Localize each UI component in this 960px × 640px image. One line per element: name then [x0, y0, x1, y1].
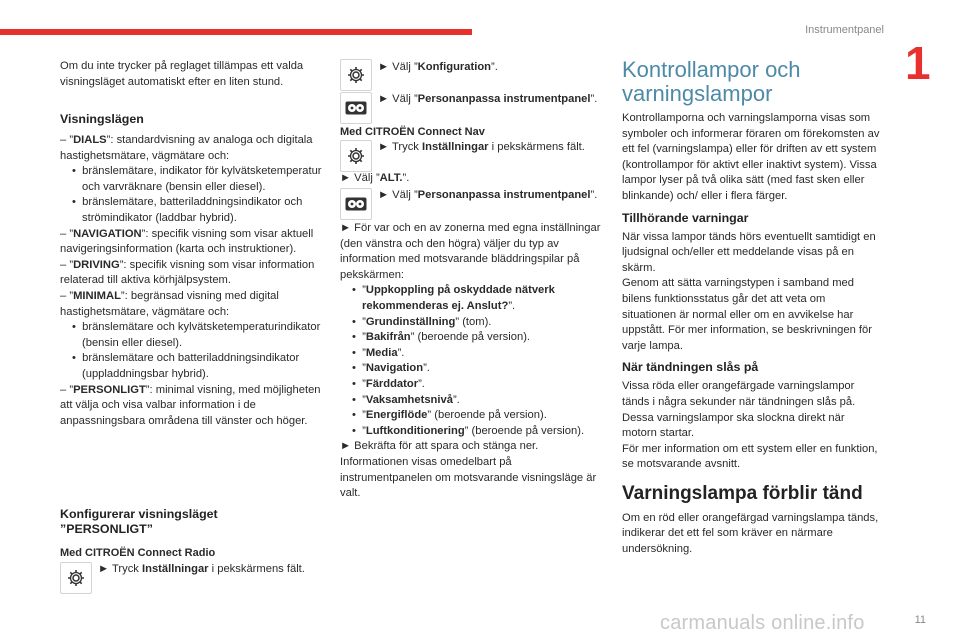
heading-configure-personligt: Konfigurerar visningsläget ”PERSONLIGT” — [60, 507, 218, 536]
chapter-number: 1 — [905, 37, 931, 89]
ignition-paragraph-2: För mer information om ett system eller en funktion, se motsvarande avsnitt. — [622, 442, 878, 471]
header-red-bar — [0, 29, 472, 35]
nav-heading: Med CITROËN Connect Nav — [340, 126, 485, 138]
bullet-item: • bränslemätare och batteriladdningsindikator (uppladdningsbar hybrid). — [72, 352, 300, 380]
option-item: • ”Grundinställning” (tom). — [352, 315, 492, 328]
step-personalize-panel-2: ► Välj ”Personanpassa instrumentpanel”. — [378, 189, 598, 201]
heading-associated-warnings: Tillhörande varningar — [622, 210, 749, 225]
step-confirm: ► Bekräfta för att spara och stänga ner. — [340, 440, 539, 453]
option-item: • ”Luftkonditionering” (beroende på version). — [352, 424, 585, 437]
settings-gear-icon — [340, 140, 372, 172]
mode-dials: – ”DIALS”: standardvisning av analoga och digitala hastighetsmätare, vägmätare och: — [60, 134, 313, 162]
heading-display-modes: Visningslägen — [60, 112, 144, 126]
bullet-item: • bränslemätare och kylvätsketemperaturindikator (bensin eller diesel). — [72, 321, 321, 349]
warnings-paragraph-2: Genom att sätta varningstypen i samband med bilens funktionsstatus går det att veta om situationen är normal eller om en avvikelse har uppstått. För mer information, se beskrivningen för varje lampa. — [622, 277, 872, 352]
mode-driving: – ”DRIVING”: specifik visning som visar information relaterad till aktiva körhjälpsystem. — [60, 258, 315, 287]
radio-step-settings: ► Tryck Inställningar i pekskärmens fält. — [98, 563, 305, 575]
info-paragraph: Informationen visas omedelbart på instrumentpanelen om motsvarande visningsläge är valt. — [340, 455, 597, 500]
section-title: Instrumentpanel — [805, 24, 884, 36]
option-item: • ”Vaksamhetsnivå”. — [352, 393, 460, 406]
heading-lamp-stays-on: Varningslampa förblir tänd — [622, 482, 863, 504]
step-alt: ► Välj ”ALT.”. — [340, 172, 410, 184]
section-heading-lamps: Kontrollampor och varningslampor — [622, 57, 801, 106]
radio-heading: Med CITROËN Connect Radio — [60, 547, 216, 559]
page-number: 11 — [914, 614, 926, 626]
mode-navigation: – ”NAVIGATION”: specifik visning som visar aktuell navigeringsinformation (karta och instruktioner). — [60, 227, 314, 256]
warnings-paragraph: När vissa lampor tänds hörs eventuellt samtidigt en ljudsignal och/eller ett meddelande visas på en skärm. — [622, 230, 876, 274]
ignition-paragraph: Vissa röda eller orangefärgade varningslampor tänds i några sekunder när tändningen slås på. Dessa varningslampor ska slockna direkt när motorn startar. — [622, 380, 856, 440]
lamp-stays-on-paragraph: Om en röd eller orangefärgad varningslampa tänds, indikerar det ett fel som kräver en närmare undersökning. — [622, 511, 879, 556]
option-item: • ”Bakifrån” (beroende på version). — [352, 331, 531, 344]
step-personalize-panel: ► Välj ”Personanpassa instrumentpanel”. — [378, 93, 598, 105]
option-item: • ”Uppkoppling på oskyddade nätverk rekommenderas ej. Anslut?”. — [352, 284, 555, 312]
options-list — [340, 283, 602, 439]
mode-personligt: – ”PERSONLIGT”: minimal visning, med möjligheten att välja och visa valbar information i de anpassningsbara områdena till vänster och höger. — [60, 383, 321, 427]
step-settings: ► Tryck Inställningar i pekskärmens fält. — [378, 141, 585, 153]
mode-minimal: – ”MINIMAL”: begränsad visning med digital hastighetsmätare, vägmätare och: — [60, 289, 279, 318]
intro-paragraph: Om du inte trycker på reglaget tillämpas ett valda visningsläget automatiskt efter en liten stund. — [60, 60, 304, 88]
step-configuration: ► Välj ”Konfiguration”. — [378, 61, 498, 73]
option-item: • ”Media”. — [352, 346, 405, 359]
bullet-item: • bränslemätare, batteriladdningsindikator och strömindikator (laddbar hybrid). — [72, 196, 303, 224]
instrument-panel-icon — [340, 92, 372, 124]
lamps-paragraph: Kontrollamporna och varningslamporna visas som symboler och informerar föraren om förekomsten av ett fel (varningslampa) eller för driften av ett system (kontrollampor för aktivt eller inaktivt system). Vissa lampor lyser på två olika sätt (med fast sken eller blinkande) och/ eller i flera färger. — [622, 112, 880, 202]
bullet-item: • bränslemätare, indikator för kylvätsketemperatur och varvräknare (bensin eller diesel). — [72, 165, 322, 193]
instrument-panel-icon — [340, 188, 372, 220]
watermark: carmanuals online.info — [660, 612, 865, 634]
step-zones: ► För var och en av zonerna med egna inställningar (den vänstra och den högra) väljer du typ av information med motsvarande bläddringspilar på pekskärmen: — [340, 222, 601, 281]
heading-ignition-on: När tändningen slås på — [622, 360, 759, 375]
option-item: • ”Färddator”. — [352, 377, 425, 390]
option-item: • ”Energiflöde” (beroende på version). — [352, 409, 547, 422]
option-item: • ”Navigation”. — [352, 362, 430, 375]
settings-gear-icon — [60, 562, 92, 594]
configuration-icon — [340, 59, 372, 91]
